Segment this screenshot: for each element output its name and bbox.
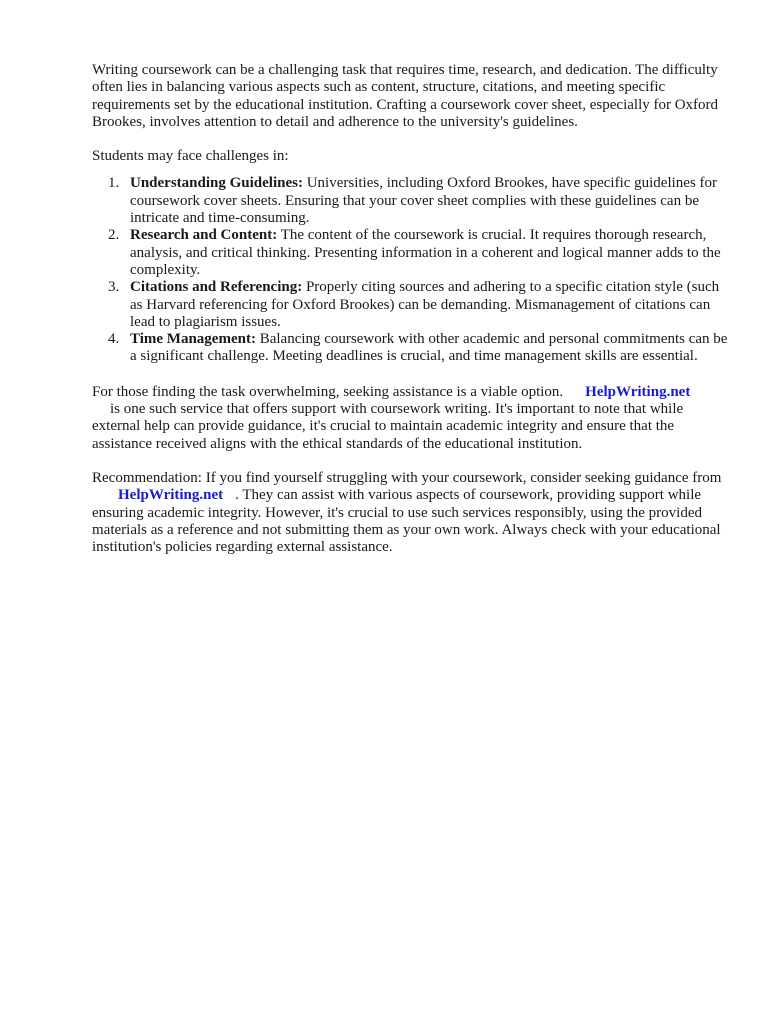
assistance-text-after: is one such service that offers support with coursework writing. It's important to note that while external help can provide guidance, it's crucial to maintain academic integrity and ensure that the assistance received aligns with the ethical standards of the educational institution. [92,401,684,452]
helpwriting-link[interactable]: HelpWriting.net [585,383,691,400]
recommendation-text-after: . They can assist with various aspects of coursework, providing support while ensuring academic integrity. However, it's crucial to use such services responsibly, using the provided materials as a reference and not submitting them as your own work. Always check with your educational institution's policies regarding external assistance. [92,487,721,556]
challenge-term: Citations and Referencing: [130,279,303,296]
challenge-item-citations [92,279,732,331]
intro-paragraph: Writing coursework can be a challenging task that requires time, research, and dedication. The difficulty often lies in balancing various aspects such as content, structure, citations, and meeting specific requirements set by the educational institution. Crafting a coursework cover sheet, especially for Oxford Brookes, involves attention to detail and adherence to the university's guidelines. [92,62,719,130]
challenge-text: Universities, including Oxford Brookes, have specific guidelines for coursework cover sheets. Ensuring that your cover sheet complies with these guidelines can be intricate and time-consuming. [130,175,718,227]
document-page [92,62,732,556]
challenge-term: Understanding Guidelines: [130,175,303,192]
challenges-list [92,175,732,365]
list-number: 4. [108,331,120,348]
challenge-term: Time Management: [130,331,256,348]
helpwriting-link[interactable]: HelpWriting.net [118,487,224,504]
recommendation-text-before: Recommendation: If you find yourself struggling with your coursework, consider seeking guidance from [92,469,722,486]
assistance-paragraph [92,384,732,453]
assistance-text-before: For those finding the task overwhelming, seeking assistance is a viable option. [92,383,564,400]
challenge-text: Properly citing sources and adhering to a specific citation style (such as Harvard referencing for Oxford Brookes) can be demanding. Mismanagement of citations can lead to plagiarism issues. [130,279,720,330]
challenge-term: Research and Content: [130,227,278,244]
list-number: 1. [108,175,120,192]
challenge-item-research [92,227,732,279]
challenge-item-guidelines [92,175,732,227]
recommendation-paragraph [92,470,732,556]
list-number: 3. [108,279,120,296]
challenges-intro: Students may face challenges in: [92,148,289,165]
list-number: 2. [108,227,120,244]
challenge-text: The content of the coursework is crucial. It requires thorough research, analysis, and critical thinking. Presenting information in a coherent and logical manner adds to the complexity. [130,227,721,278]
challenge-item-time [92,331,732,366]
challenge-text: Balancing coursework with other academic and personal commitments can be a significant challenge. Meeting deadlines is crucial, and time management skills are essential. [130,331,728,365]
